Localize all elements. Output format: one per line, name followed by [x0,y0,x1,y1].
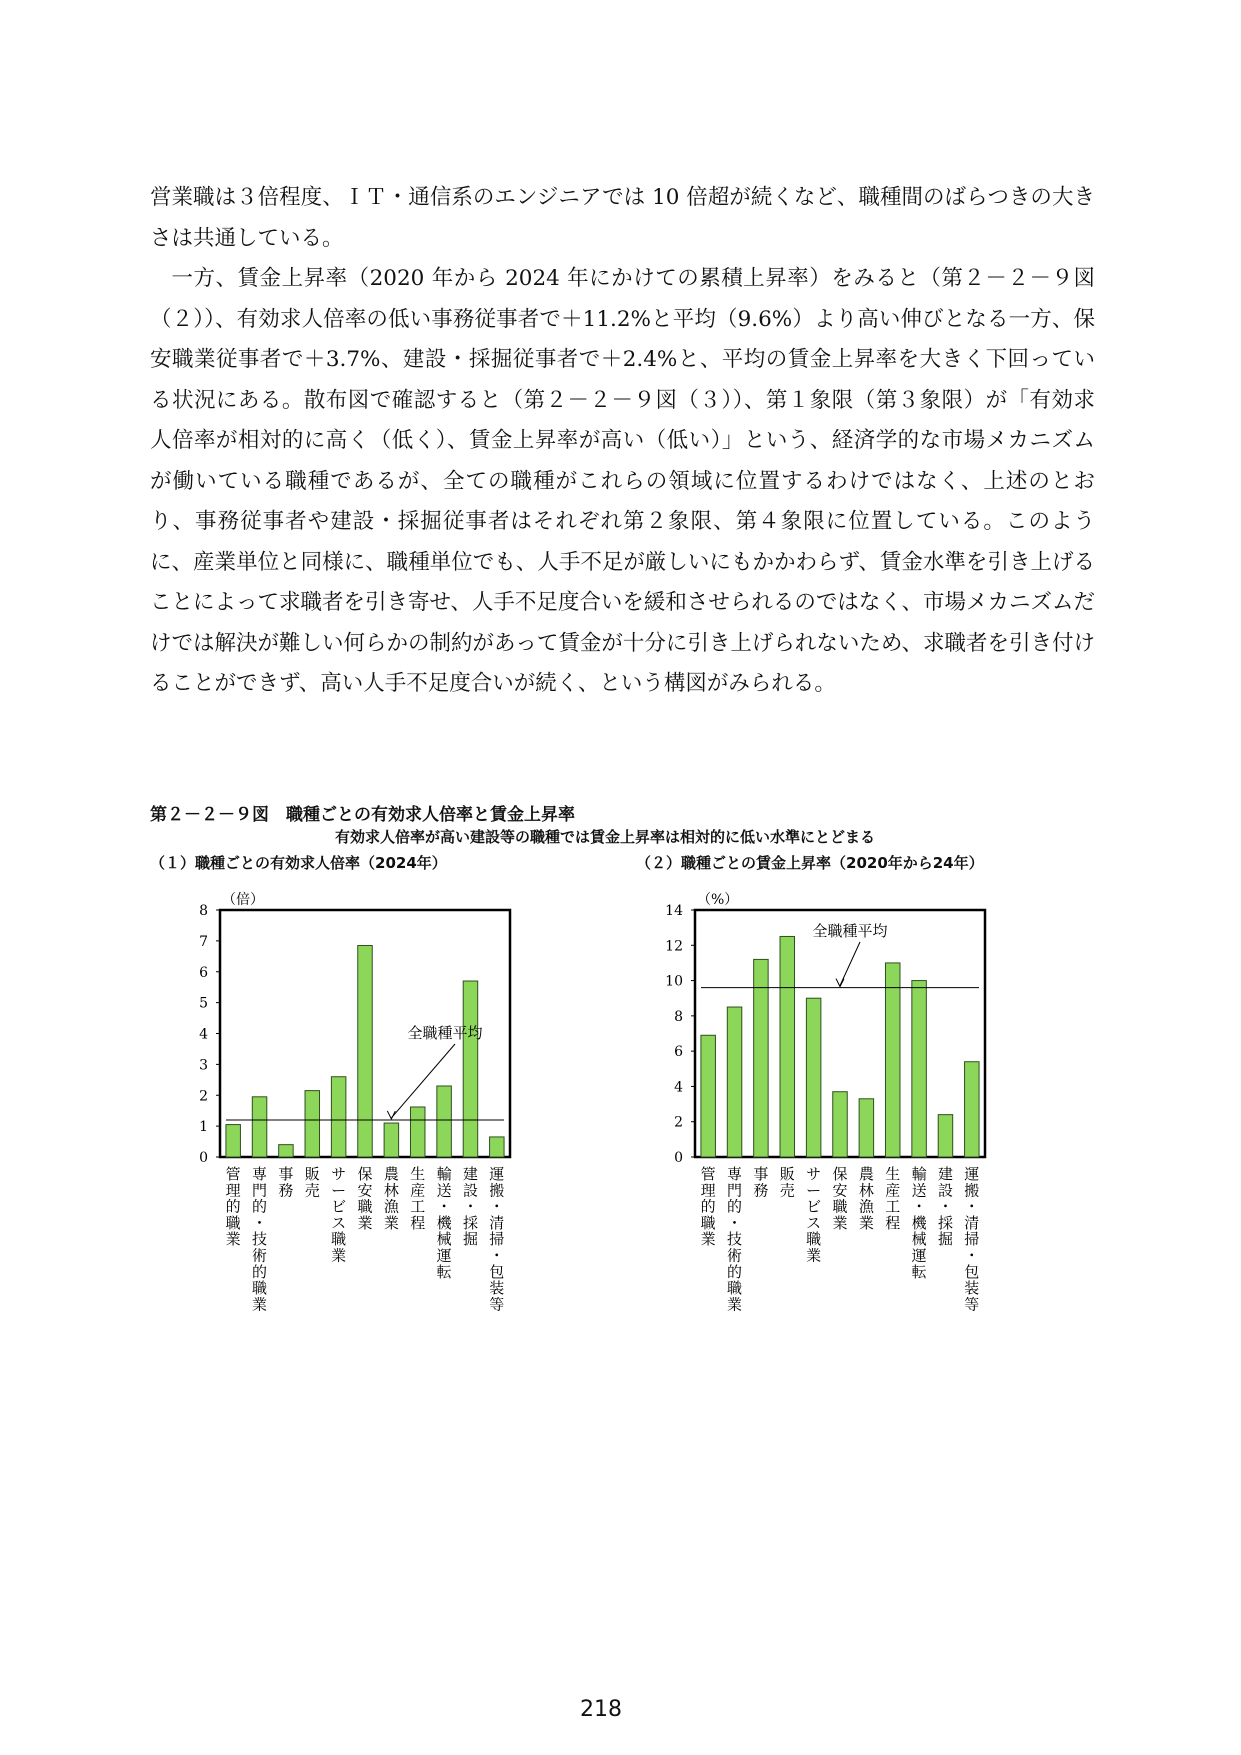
x-category-label: 事務 [753,1165,769,1200]
y-tick-label: 4 [674,1079,683,1096]
x-category-label: 事務 [278,1165,294,1200]
bar-11 [965,1062,980,1157]
x-category-label: サービス職業 [331,1165,347,1265]
x-category-label: 建設・採掘 [462,1165,478,1249]
x-category-label: 販売 [779,1165,795,1200]
bar-3 [754,959,769,1157]
bar-2 [727,1007,742,1157]
x-category-label: 農林漁業 [383,1165,399,1232]
y-tick-label: 0 [199,1150,208,1166]
average-line-label: 全職種平均 [407,1024,483,1042]
chart-1-title: （１）職種ごとの有効求人倍率（2024年） [150,854,447,872]
y-tick-label: 10 [665,973,683,990]
y-tick-label: 3 [199,1057,208,1074]
bar-8 [410,1107,425,1157]
x-category-label: 輸送・機械運転 [911,1165,927,1281]
page-number: 218 [580,1697,622,1722]
y-axis-label: （%） [697,892,739,908]
x-category-label: 販売 [304,1165,320,1200]
bar-7 [859,1099,874,1157]
body-text [150,178,1095,705]
x-category-label: 輸送・機械運転 [436,1165,452,1281]
bar-7 [384,1123,399,1157]
bar-5 [331,1077,346,1157]
paragraph-1: 営業職は３倍程度、ＩＴ・通信系のエンジニアでは 10 倍超が続くなど、職種間のばらつきの大きさは共通している。 [150,185,1095,251]
x-category-label: 農林漁業 [858,1165,874,1232]
figure-subtitle: 有効求人倍率が高い建設等の職種では賃金上昇率は相対的に低い水準にとどまる [334,828,875,846]
y-tick-label: 1 [199,1119,208,1136]
y-tick-label: 8 [199,903,208,919]
chart-2-title: （２）職種ごとの賃金上昇率（2020年から24年） [636,854,984,872]
x-category-label: 保安職業 [832,1165,848,1232]
bar-6 [833,1092,848,1157]
bar-4 [305,1091,320,1157]
bar-11 [490,1137,505,1157]
y-axis-label: （倍） [222,892,264,908]
y-tick-label: 6 [199,964,208,981]
x-category-label: 生産工程 [885,1165,901,1232]
y-tick-label: 8 [674,1008,683,1025]
bar-9 [912,981,927,1157]
x-category-label: 生産工程 [410,1165,426,1232]
bar-4 [780,936,795,1157]
y-tick-label: 12 [665,938,683,955]
x-category-label: サービス職業 [806,1165,822,1265]
bar-10 [463,981,478,1157]
y-tick-label: 2 [199,1088,208,1105]
x-category-label: 建設・採掘 [937,1165,953,1249]
average-line-label: 全職種平均 [812,922,888,940]
x-category-label: 運搬・清掃・包装等 [489,1165,505,1314]
figure-title: 第２－２－９図 職種ごとの有効求人倍率と賃金上昇率 [150,805,575,825]
bar-1 [701,1035,716,1157]
average-callout-arrow [840,942,860,986]
y-tick-label: 7 [199,933,208,950]
y-tick-label: 5 [199,995,208,1012]
y-tick-label: 0 [674,1150,683,1166]
bar-10 [938,1115,953,1157]
bar-8 [885,963,900,1157]
x-category-label: 専門的・技術的職業 [252,1165,268,1314]
x-category-label: 管理的職業 [700,1165,716,1249]
x-category-label: 管理的職業 [225,1165,241,1249]
y-tick-label: 4 [199,1026,208,1043]
x-category-label: 運搬・清掃・包装等 [964,1165,980,1314]
y-tick-label: 14 [665,903,683,919]
paragraph-2: 一方、賃金上昇率（2020 年から 2024 年にかけての累積上昇率）をみると（第２－２－９図（２））、有効求人倍率の低い事務従事者で＋11.2%と平均（9.6%）より高い伸びとなる一方、保安職業従事者で＋3.7%、建設・採掘従事者で＋2.4%と、平均の賃金上昇率を大きく下回っている状況にある。散布図で確認すると（第２－２－９図（３））、第１象限（第３象限）が「有効求人倍率が相対的に高く（低く）、賃金上昇率が高い（低い）」という、経済学的な市場メカニズムが働いている職種であるが、全ての職種がこれらの領域に位置するわけではなく、上述のとおり、事務従事者や建設・採掘従事者はそれぞれ第２象限、第４象限に位置している。このように、産業単位と同様に、職種単位でも、人手不足が厳しいにもかかわらず、賃金水準を引き上げることによって求職者を引き寄せ、人手不足度合いを緩和させられるのではなく、市場メカニズムだけでは解決が難しい何らかの制約があって賃金が十分に引き上げられないため、求職者を引き付けることができず、高い人手不足度合いが続く、という構図がみられる。 [150,266,1095,696]
y-tick-label: 6 [674,1044,683,1061]
bar-6 [358,946,373,1157]
chart-wage-growth [650,880,1040,1340]
bar-5 [806,998,821,1157]
x-category-label: 保安職業 [357,1165,373,1232]
bar-2 [252,1097,267,1157]
bar-1 [226,1125,241,1157]
bar-3 [279,1145,294,1157]
x-category-label: 専門的・技術的職業 [727,1165,743,1314]
bar-9 [437,1086,452,1157]
chart-job-openings-ratio [180,880,560,1340]
y-tick-label: 2 [674,1114,683,1131]
